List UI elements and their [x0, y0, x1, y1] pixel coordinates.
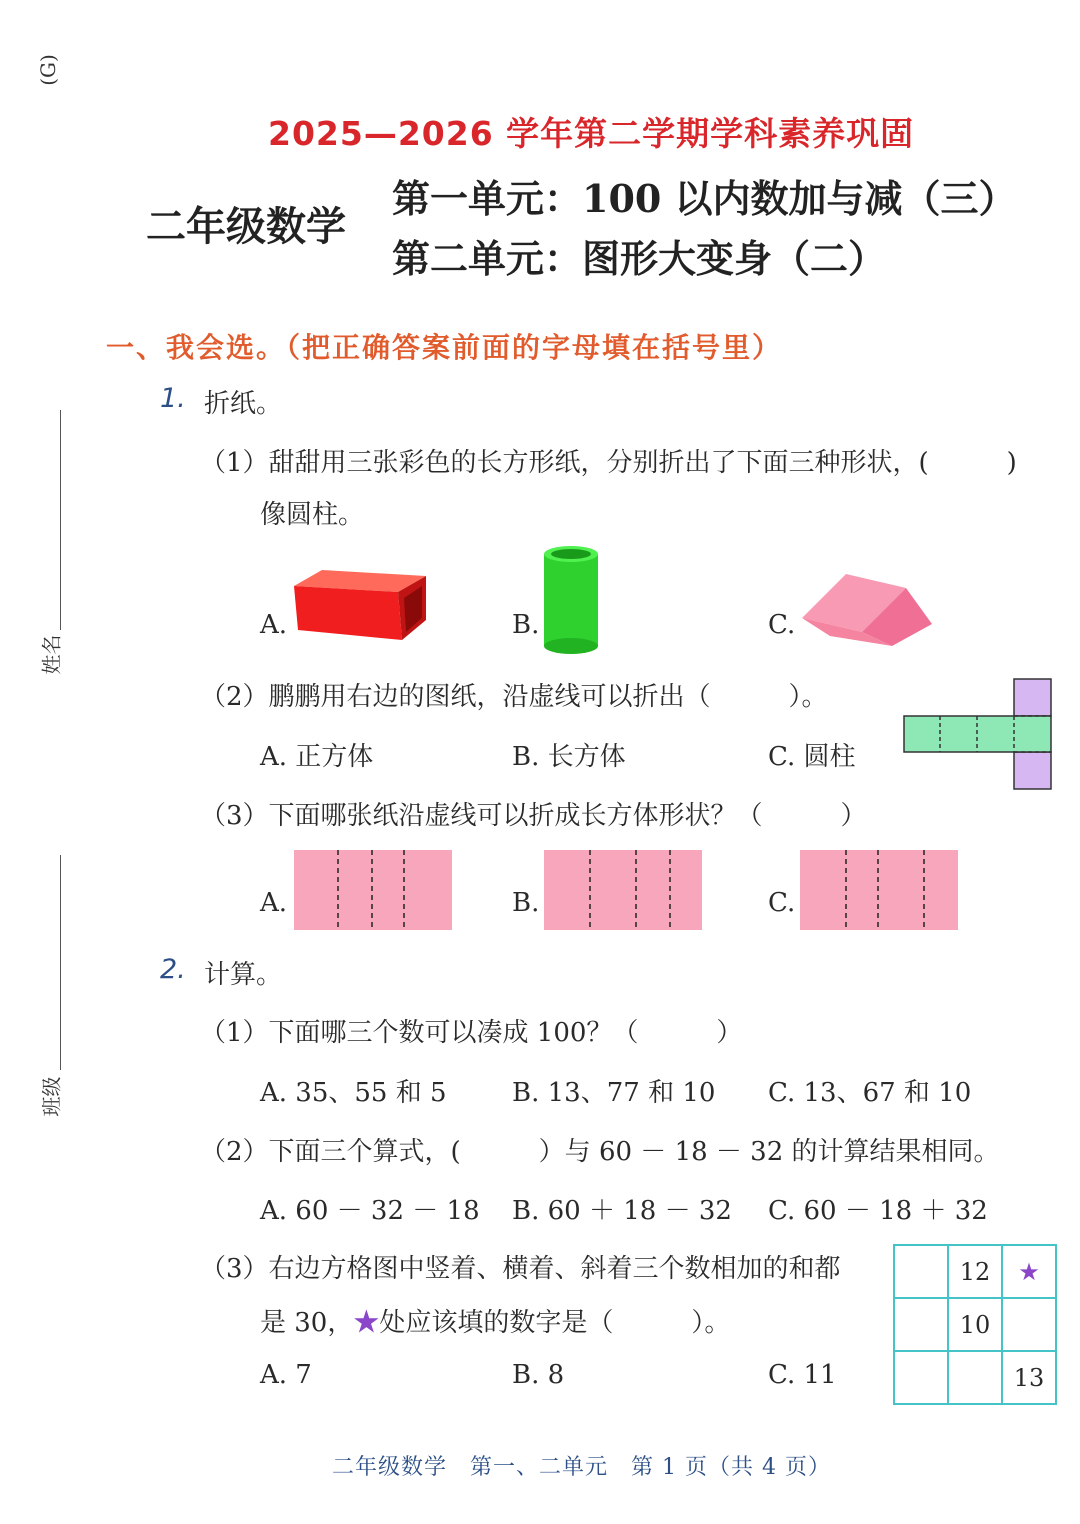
- q2p2-text: （2）下面三个算式，( ）与 60 － 18 － 32 的计算结果相同。: [200, 1137, 1000, 1167]
- q1p1-option-c: C.: [768, 610, 796, 640]
- name-line: [60, 410, 61, 630]
- q2p1-text: （1）下面哪三个数可以凑成 100？（ ）: [200, 1018, 743, 1048]
- class-label: 班级: [39, 1076, 64, 1117]
- grid-cell: [894, 1298, 948, 1351]
- cuboid-front-face: [294, 586, 402, 640]
- class-line: [60, 855, 61, 1070]
- subject-title: 二年级数学: [146, 203, 346, 250]
- paper-b-sheet: [544, 850, 702, 930]
- q2p3-line2-prefix: 是 30，: [260, 1308, 354, 1338]
- q1p1-line2: 像圆柱。: [260, 500, 365, 530]
- paper-c-sheet: [800, 850, 958, 930]
- q2p2-option-b: B. 60 ＋ 18 － 32: [512, 1196, 732, 1226]
- star-icon: ★: [353, 1308, 380, 1338]
- paper-a-sheet: [294, 850, 452, 930]
- grid-cell: [1002, 1298, 1056, 1351]
- q1-number: 1.: [160, 383, 186, 414]
- green-cylinder-image: [540, 544, 602, 656]
- q2-title: 计算。: [204, 960, 283, 990]
- page-footer: 二年级数学 第一、二单元 第 1 页（共 4 页）: [332, 1455, 831, 1480]
- net-diagram: [903, 678, 1053, 790]
- cylinder-bottom: [544, 638, 598, 654]
- grid-cell: 10: [948, 1298, 1002, 1351]
- q1p1-option-b: B.: [512, 610, 540, 640]
- page-title: 2025—2026 学年第二学期学科素养巩固: [268, 114, 915, 153]
- paper-b-image: [544, 850, 702, 930]
- net-top-square: [1014, 679, 1051, 716]
- q1p2-option-b: B. 长方体: [512, 742, 626, 772]
- section1-title: 一、我会选。（把正确答案前面的字母填在括号里）: [106, 331, 783, 364]
- unit2-title: 第二单元：图形大变身（二）: [392, 236, 887, 281]
- q2p2-option-a: A. 60 － 32 － 18: [260, 1196, 480, 1226]
- grid-cell: [948, 1351, 1002, 1404]
- pink-prism-image: [800, 570, 936, 650]
- name-label: 姓名: [39, 634, 64, 675]
- q2-number: 2.: [160, 954, 186, 985]
- q2p3-line1: （3）右边方格图中竖着、横着、斜着三个数相加的和都: [200, 1254, 841, 1284]
- q1p2-text: （2）鹏鹏用右边的图纸，沿虚线可以折出（ ）。: [200, 682, 828, 712]
- grid-cell: 13: [1002, 1351, 1056, 1404]
- grid-cell: [894, 1245, 948, 1298]
- q1p1-option-a: A.: [260, 610, 288, 640]
- q1-title: 折纸。: [204, 389, 283, 419]
- q2p3-option-c: C. 11: [768, 1360, 837, 1390]
- magic-square-grid: [893, 1244, 1057, 1405]
- q1p2-option-a: A. 正方体: [260, 742, 374, 772]
- grid-cell: 12: [948, 1245, 1002, 1298]
- q2p1-option-a: A. 35、55 和 5: [260, 1078, 447, 1108]
- q2p1-option-b: B. 13、77 和 10: [512, 1078, 716, 1108]
- cylinder-body: [544, 554, 598, 646]
- grid-row: [894, 1245, 1056, 1298]
- q1p3-option-b: B.: [512, 888, 540, 918]
- grid-cell: [894, 1351, 948, 1404]
- grid-cell-star: ★: [1002, 1245, 1056, 1298]
- paper-c-image: [800, 850, 958, 930]
- unit1-title: 第一单元：100 以内数加与减（三）: [392, 176, 1017, 221]
- q2p3-option-b: B. 8: [512, 1360, 565, 1390]
- grid-row: [894, 1351, 1056, 1404]
- q1p3-option-c: C.: [768, 888, 796, 918]
- cylinder-hole: [551, 549, 591, 559]
- q2p3-option-a: A. 7: [260, 1360, 312, 1390]
- paper-code: (G): [35, 54, 60, 86]
- q1p3-option-a: A.: [260, 888, 288, 918]
- q2p2-option-c: C. 60 － 18 ＋ 32: [768, 1196, 988, 1226]
- paper-a-image: [294, 850, 452, 930]
- red-cuboid-image: [290, 568, 430, 648]
- net-bottom-square: [1014, 752, 1051, 789]
- q1p1-line1: （1）甜甜用三张彩色的长方形纸，分别折出了下面三种形状，( ): [200, 448, 1017, 478]
- grid-row: [894, 1298, 1056, 1351]
- q1p2-option-c: C. 圆柱: [768, 742, 856, 772]
- q2p3-line2-suffix: 处应该填的数字是（ ）。: [379, 1308, 731, 1338]
- q2p3-line2: [260, 1302, 730, 1339]
- q1p3-text: （3）下面哪张纸沿虚线可以折成长方体形状？（ ）: [200, 801, 867, 831]
- q2p1-option-c: C. 13、67 和 10: [768, 1078, 972, 1108]
